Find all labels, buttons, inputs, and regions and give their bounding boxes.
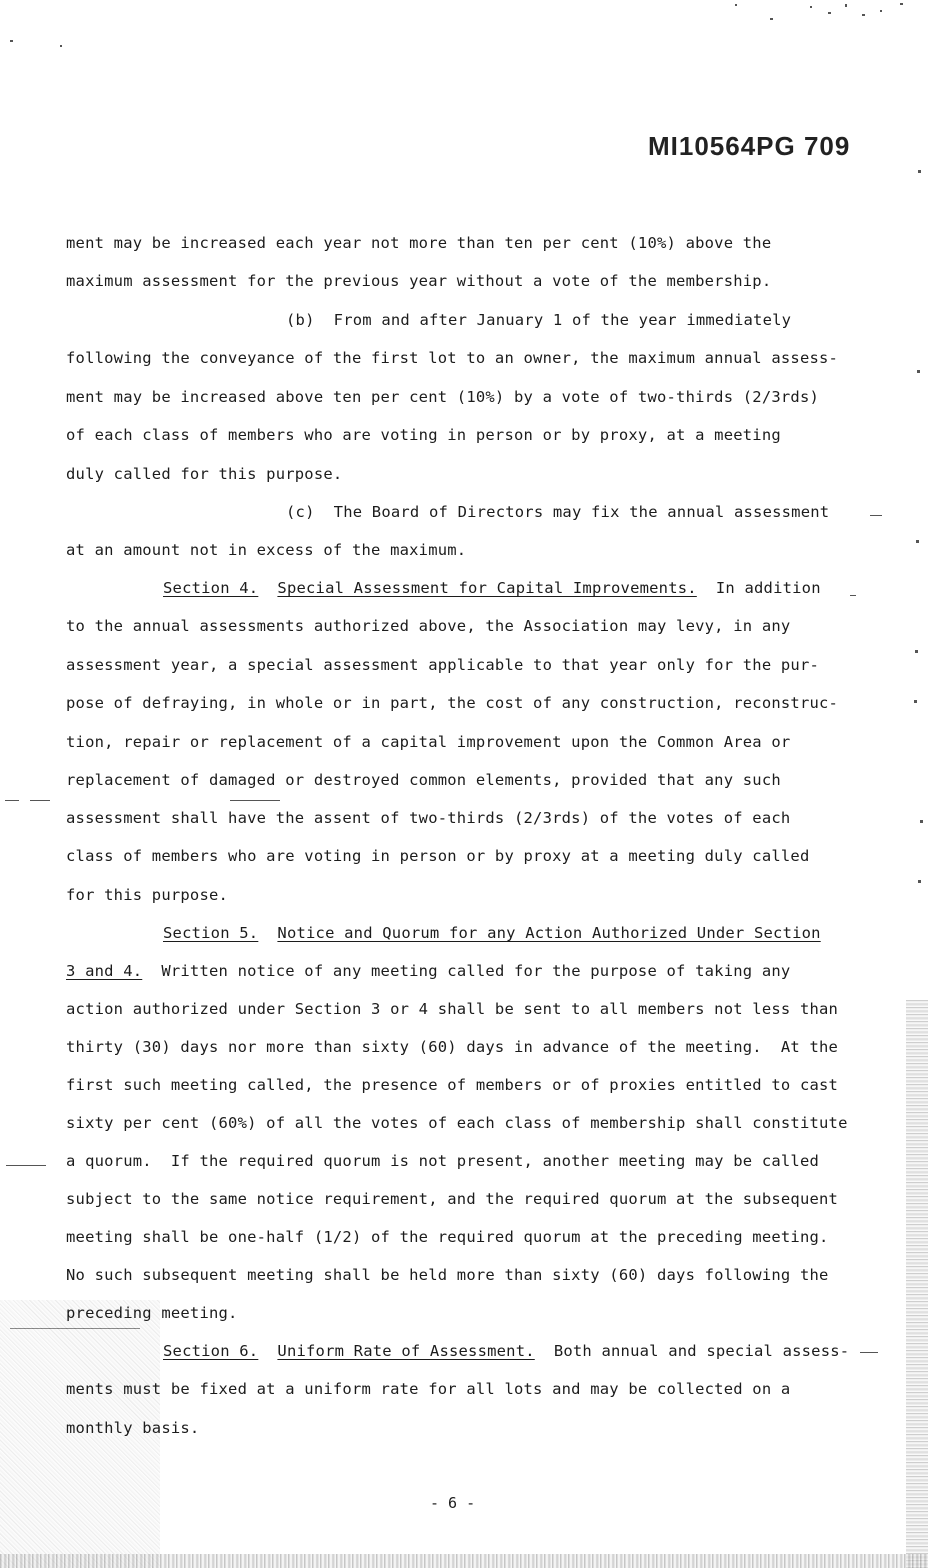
text-line: a quorum. If the required quorum is not present, another meeting may be called [66,1152,820,1170]
text-line [66,956,790,986]
text-line: ment may be increased each year not more than ten per cent (10%) above the [66,234,772,252]
text-line: of each class of members who are voting in person or by proxy, at a meeting [66,426,781,444]
text-line: monthly basis. [66,1419,200,1437]
text-line: for this purpose. [66,886,229,904]
text-line: first such meeting called, the presence of members or of proxies entitled to cast [66,1076,839,1094]
text-line: (b) From and after January 1 of the year immediately [286,311,792,329]
section-label: Section 6. [163,1342,259,1360]
text-fragment: In addition [696,579,821,597]
text-line: duly called for this purpose. [66,465,343,483]
page-number: - 6 - [430,1494,476,1512]
text-line: assessment shall have the assent of two-thirds (2/3rds) of the votes of each [66,809,791,827]
text-line: class of members who are voting in person or by proxy at a meeting duly called [66,847,810,865]
text-line: pose of defraying, in whole or in part, the cost of any construction, reconstruc- [66,694,839,712]
section-6-heading [163,1336,849,1366]
text-fragment: Written notice of any meeting called for the purpose of taking any [142,962,791,980]
text-line: ments must be fixed at a uniform rate for all lots and may be collected on a [66,1380,791,1398]
book-page-reference: MI10564PG 709 [648,131,851,161]
scan-bottom-strip [0,1554,928,1568]
text-line: ment may be increased above ten per cent (10%) by a vote of two-thirds (2/3rds) [66,388,820,406]
text-line: to the annual assessments authorized above, the Association may levy, in any [66,617,791,635]
text-line: (c) The Board of Directors may fix the annual assessment [286,503,830,521]
section-title: Uniform Rate of Assessment. [277,1342,535,1360]
text-line: action authorized under Section 3 or 4 shall be sent to all members not less than [66,1000,839,1018]
text-line: replacement of damaged or destroyed common elements, provided that any such [66,771,781,789]
text-line: subject to the same notice requirement, and the required quorum at the subsequent [66,1190,839,1208]
text-line: thirty (30) days nor more than sixty (60) days in advance of the meeting. At the [66,1038,839,1056]
text-line: at an amount not in excess of the maximum. [66,541,467,559]
text-line: tion, repair or replacement of a capital improvement upon the Common Area or [66,733,791,751]
section-label: Section 4. [163,579,259,597]
text-line: maximum assessment for the previous year without a vote of the membership. [66,272,772,290]
text-fragment: Both annual and special assess- [534,1342,850,1360]
text-line: preceding meeting. [66,1304,238,1322]
text-line: sixty per cent (60%) of all the votes of each class of membership shall constitute [66,1114,848,1132]
text-line: No such subsequent meeting shall be held more than sixty (60) days following the [66,1266,829,1284]
section-title: 3 and 4. [66,962,143,980]
scan-edge-strip [906,1000,928,1568]
section-5-heading [163,918,821,948]
section-title: Notice and Quorum for any Action Authorized Under Section [277,924,821,942]
section-label: Section 5. [163,924,259,942]
section-4-heading [163,573,821,603]
text-line: assessment year, a special assessment applicable to that year only for the pur- [66,656,820,674]
text-line: following the conveyance of the first lot to an owner, the maximum annual assess- [66,349,839,367]
section-title: Special Assessment for Capital Improvements. [277,579,697,597]
text-line: meeting shall be one-half (1/2) of the required quorum at the preceding meeting. [66,1228,829,1246]
